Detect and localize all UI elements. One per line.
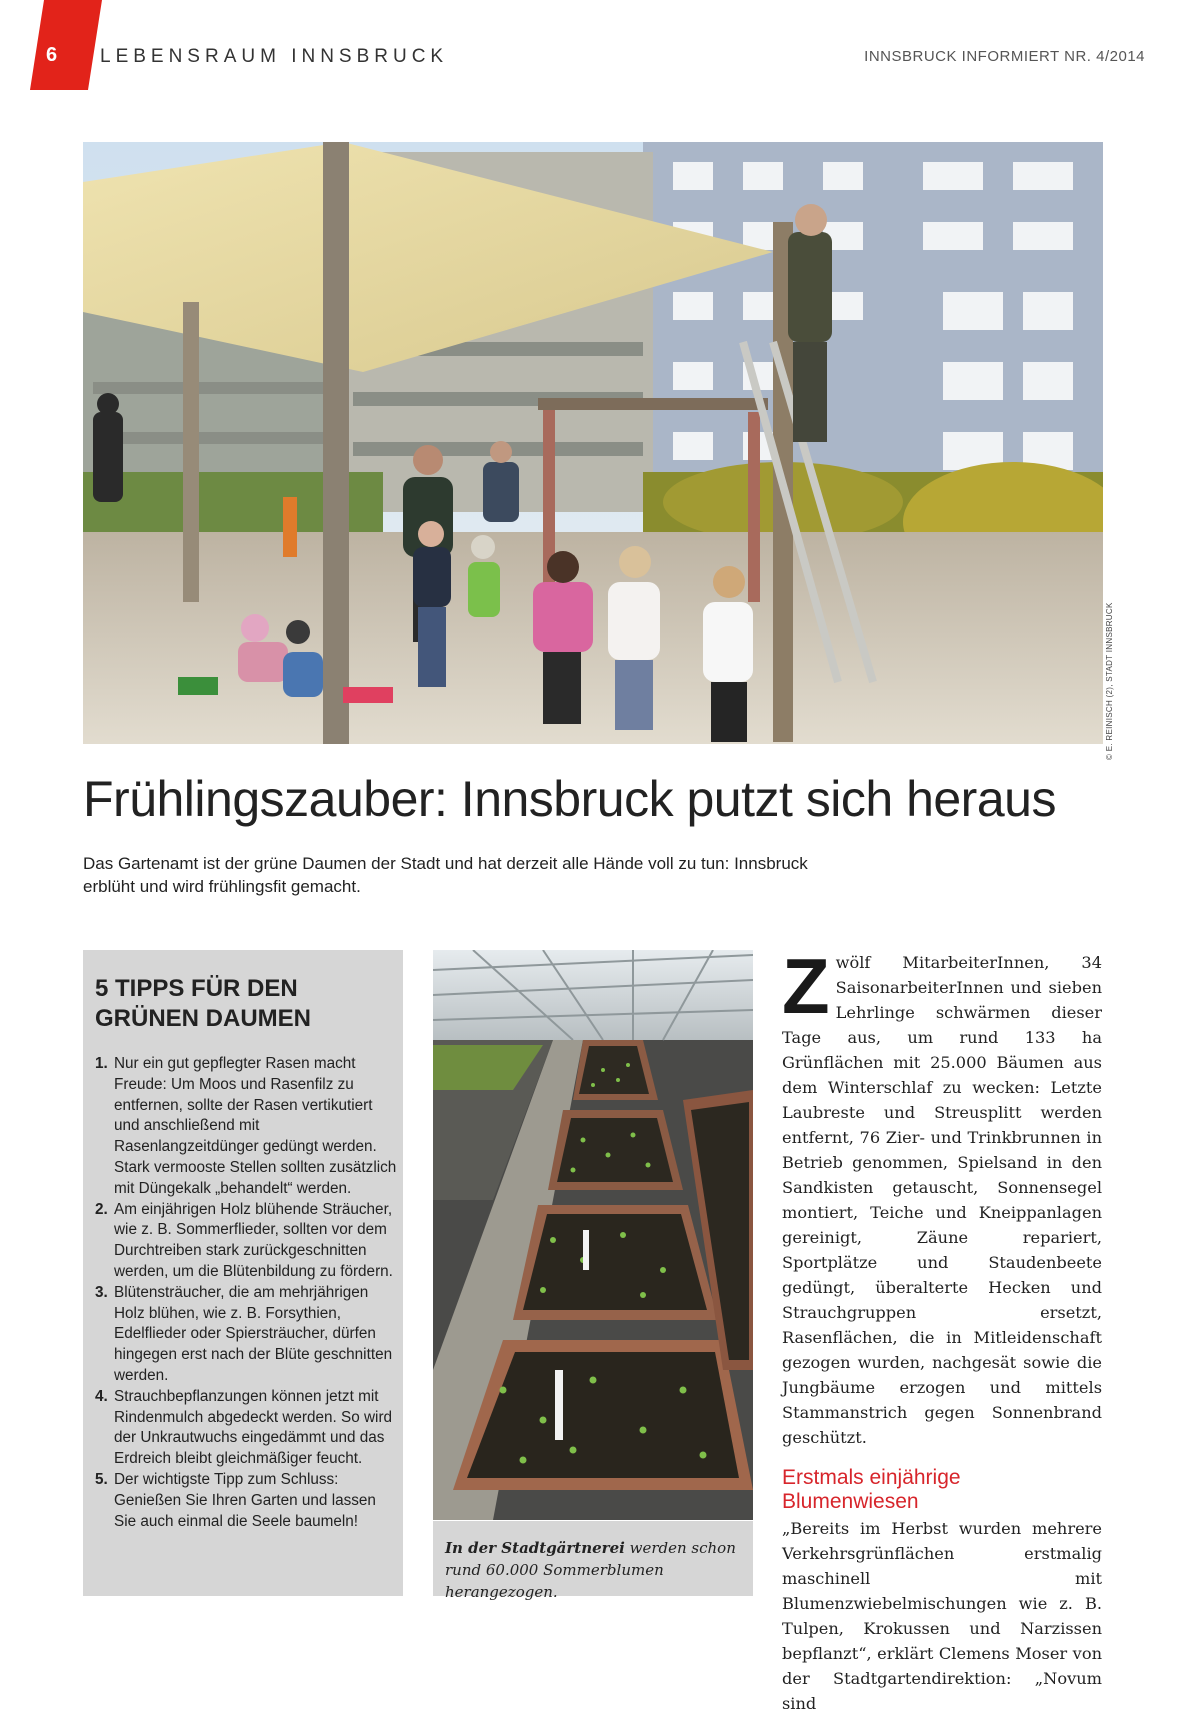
caption-text: werden schon rund 60.000 Sommerblumen herangezogen. [445,1539,736,1601]
tips-box [83,950,403,1596]
tips-title: 5 TIPPS FÜR DEN GRÜNEN DAUMEN [95,975,311,1032]
issue-label: INNSBRUCK INFORMIERT NR. 4/2014 [864,48,1145,65]
playground-photo [83,142,1103,744]
article-lede: Das Gartenamt ist der grüne Daumen der Stadt und hat derzeit alle Hände voll zu tun: Innsbruck erblüht und wird frühlingsfit gemacht. [83,854,808,896]
body-text: wölf MitarbeiterInnen, 34 SaisonarbeiterInnen und sieben Lehrlinge schwärmen dieser Tage aus, um rund 133 ha Grünflächen mit 25.000 Bäumen aus dem Winterschlaf zu wecken: Letzte Laubreste und Streusplitt werden entfernt, 76 Zier- und Trinkbrunnen in Betrieb genommen, Spielsand in den Sandkisten getauscht, Sonnensegel montiert, Teiche und Kneippanlagen gereinigt, Zäune repariert, Sportplätze und Staudenbeete gedüngt, überalterte Hecken und Strauchgruppen ersetzt, Rasenflächen, die in Mitleidenschaft gezogen wurden, nachgesät sowie die Jungbäume erzogen und mittels Stammanstrich gegen Sonnenbrand geschützt. [782,953,1102,1447]
tip-number: 1. [95,1055,108,1072]
article-subhead: Erstmals einjährige Blumenwiesen [782,1466,961,1513]
photo-credit: © E. REINISCH (2), STADT INNSBRUCK [1105,602,1114,760]
tip-number: 2. [95,1200,108,1218]
article-title: Frühlingszauber: Innsbruck putzt sich heraus [83,771,1056,827]
tip-item [95,1387,397,1470]
page-number: 6 [46,44,58,66]
tips-list [95,1054,397,1532]
photo-caption-box [433,1521,753,1601]
tip-text: Nur ein gut gepflegter Rasen macht Freude: Um Moos und Rasenfilz zu entfernen, sollte der Rasen vertikutiert und anschließend mit Rasenlangzeitdünger gedüngt werden. Stark vermooste Stellen sollten zusätzlich mit Düngekalk „behandelt“ werden. [114,1055,397,1197]
section-title: LEBENSRAUM INNSBRUCK [100,46,449,67]
tip-number: 4. [95,1387,108,1405]
body-paragraph: „Bereits im Herbst wurden mehrere Verkehrsgrünflächen erstmalig maschinell mit Blumenzwiebelmischungen wie z. B. Tulpen, Krokussen und Narzissen bepflanzt“, erklärt Clemens Moser von der Stadtgartendirektion: „Novum sind [782,1519,1102,1713]
greenhouse-photo [433,950,753,1520]
tip-item [95,1200,397,1283]
caption-lead: In der Stadtgärtnerei [445,1539,625,1557]
tip-text: Der wichtigste Tipp zum Schluss: Genießen Sie Ihren Garten und lassen Sie auch einmal die Seele baumeln! [114,1470,376,1530]
tip-item [95,1470,397,1532]
tip-number: 5. [95,1470,108,1488]
body-paragraph [782,942,1102,1450]
tip-number: 3. [95,1283,108,1301]
tip-item [95,1283,397,1387]
tip-item [95,1054,397,1200]
tip-text: Blütensträucher, die am mehrjährigen Holz blühen, wie z. B. Forsythien, Edelflieder oder Spiersträucher, dürfen hingegen erst nach der Blüte geschnitten werden. [114,1283,393,1384]
tip-text: Strauchbepflanzungen können jetzt mit Rindenmulch abgedeckt werden. So wird der Unkrautwuchs eingedämmt und das Erdreich bleibt gleichmäßiger feucht. [114,1387,393,1468]
tip-text: Am einjährigen Holz blühende Sträucher, wie z. B. Sommerflieder, sollten vor dem Durchtreiben stark zurückgeschnitten werden, um die Blütenbildung zu fördern. [114,1200,393,1280]
article-body [782,942,1102,1716]
photo-caption [445,1537,745,1603]
drop-cap: Z [782,942,830,1030]
